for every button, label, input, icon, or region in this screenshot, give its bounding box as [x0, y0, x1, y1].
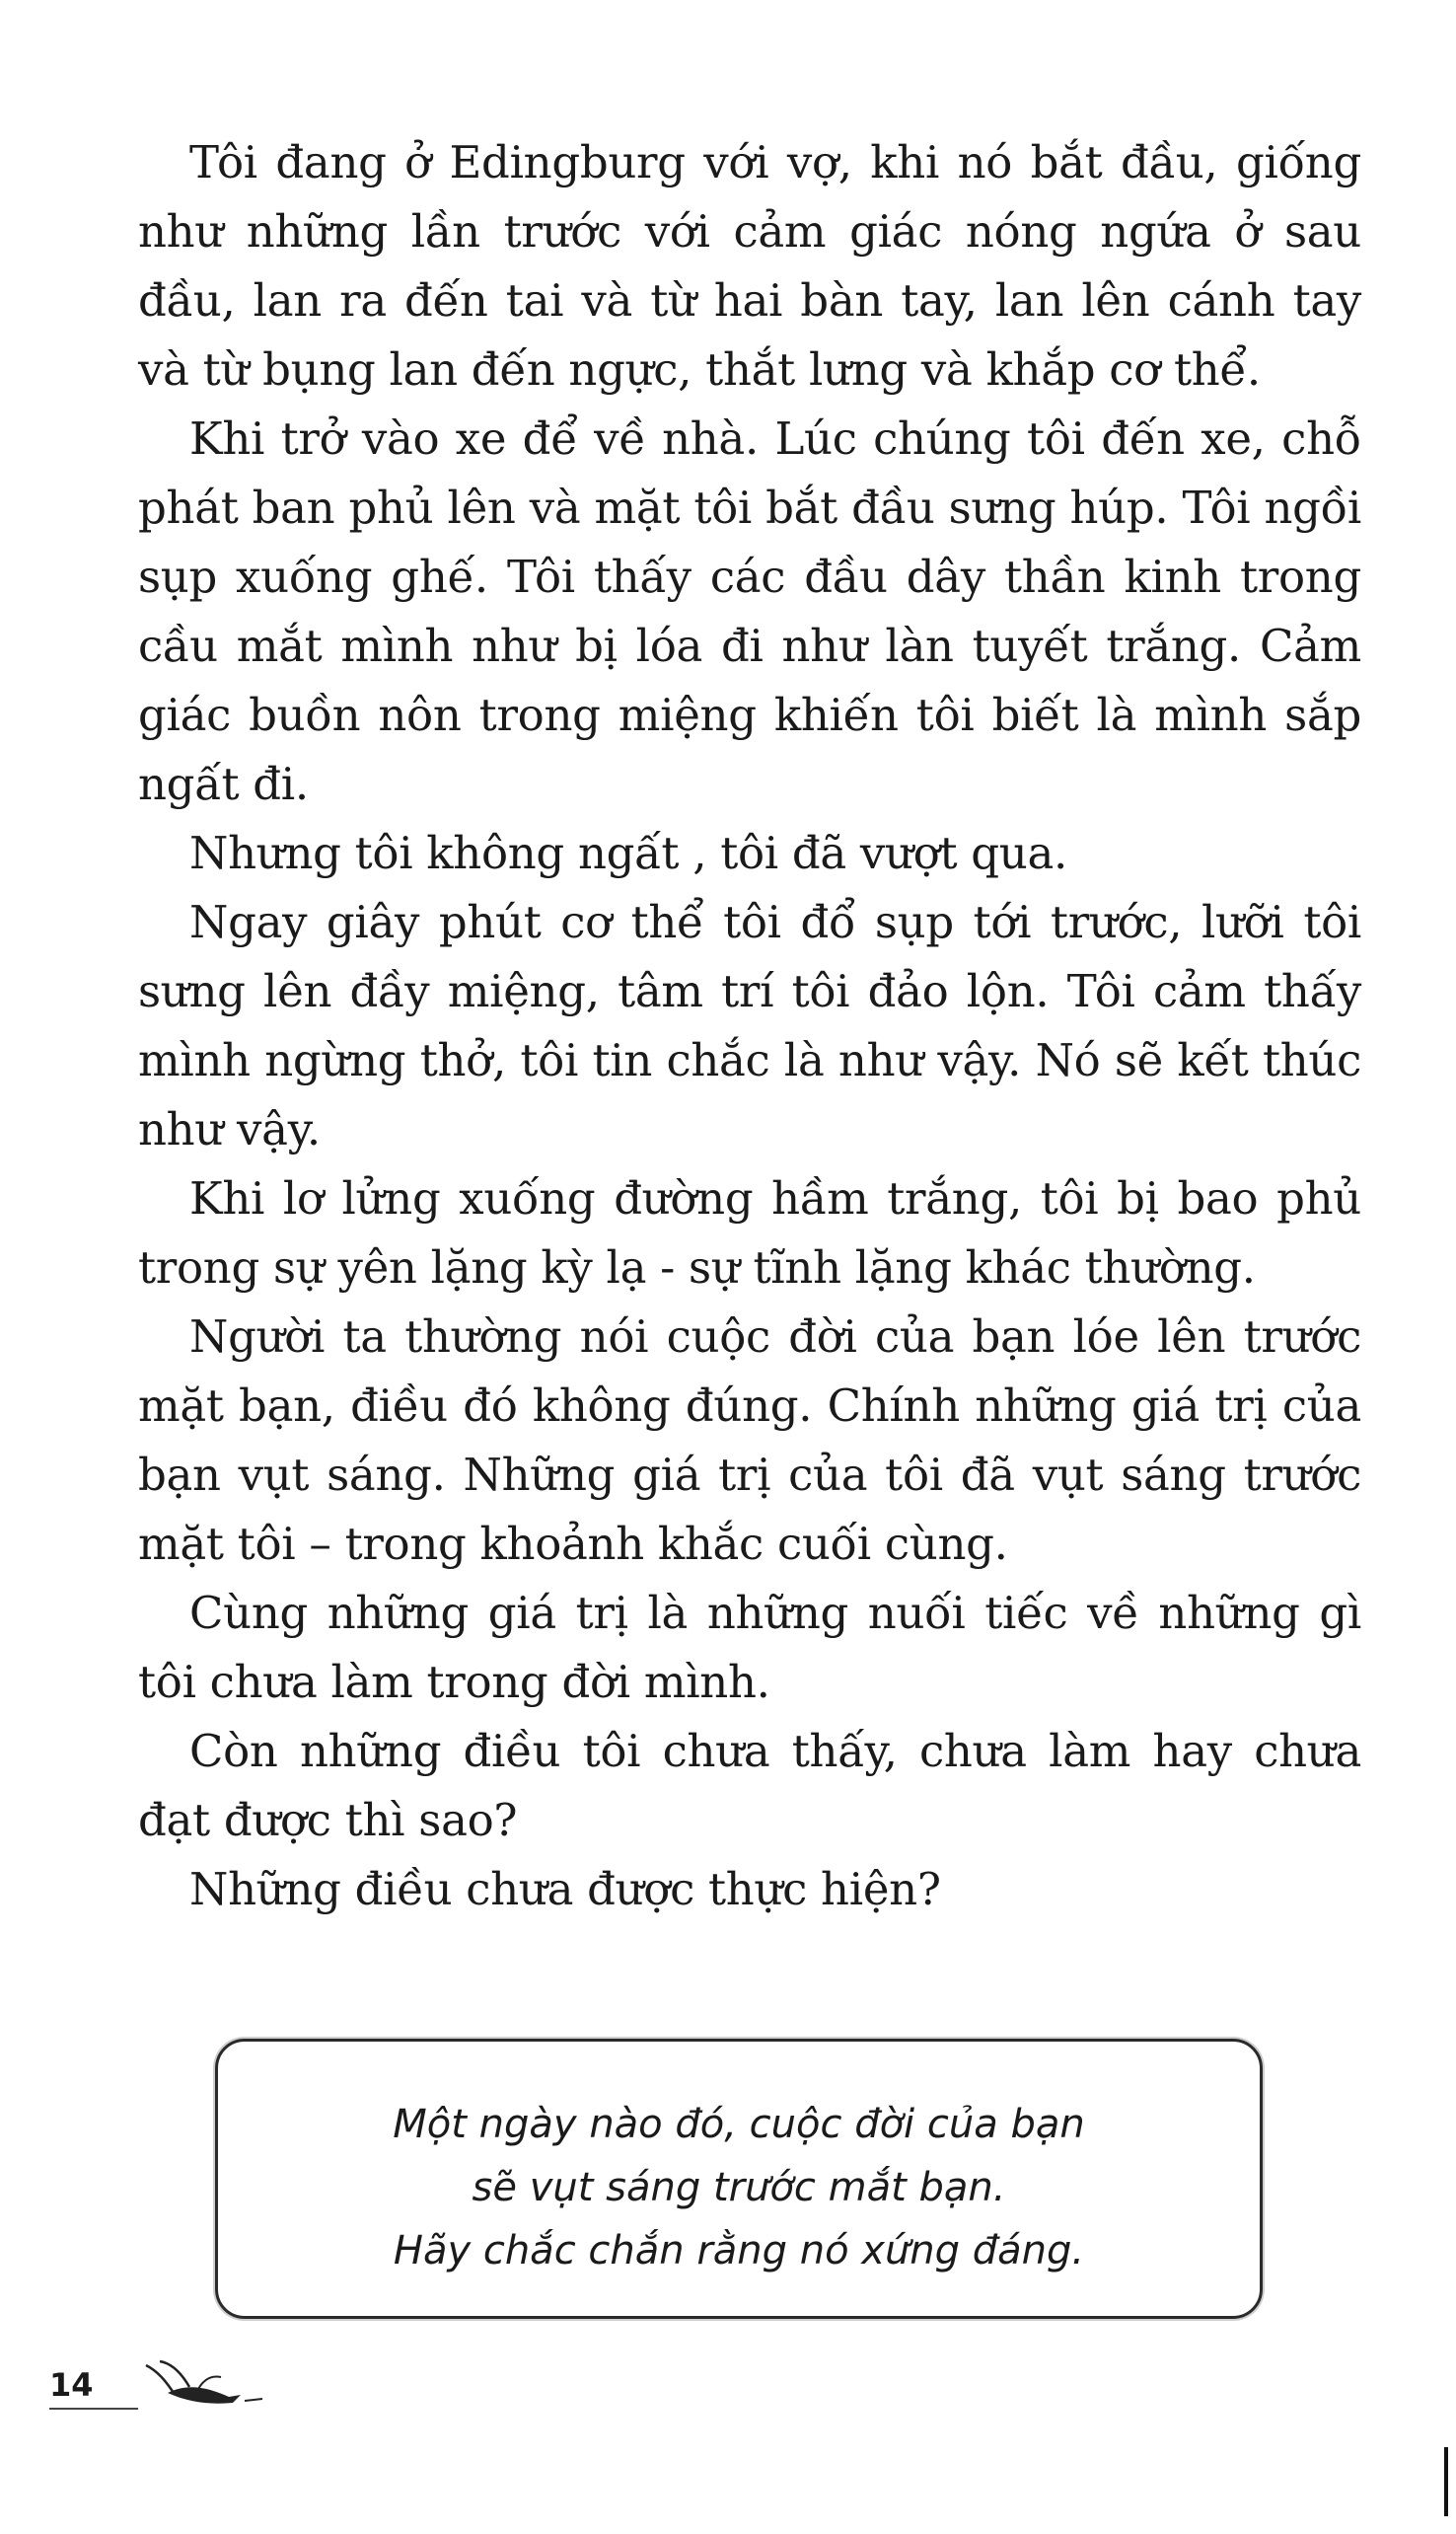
page-number-rule: [49, 2408, 138, 2410]
quote-text: [218, 2093, 1260, 2282]
paragraph: Khi lơ lửng xuống đường hầm trắng, tôi bị bao phủ trong sự yên lặng kỳ lạ - sự tĩnh lặng khác thường.: [138, 1172, 1361, 1294]
flying-bird-icon: [138, 2353, 266, 2413]
paragraph: Những điều chưa được thực hiện?: [189, 1863, 941, 1915]
paragraph: Còn những điều tôi chưa thấy, chưa làm hay chưa đạt được thì sao?: [138, 1725, 1361, 1846]
paragraph: Khi trở vào xe để về nhà. Lúc chúng tôi đến xe, chỗ phát ban phủ lên và mặt tôi bắt đầu sưng húp. Tôi ngồi sụp xuống ghế. Tôi thấy các đầu dây thần kinh trong cầu mắt mình như bị lóa đi như làn tuyết trắng. Cảm giác buồn nôn trong miệng khiến tôi biết là mình sắp ngất đi.: [138, 412, 1361, 810]
quote-line: Một ngày nào đó, cuộc đời của bạn: [393, 2102, 1085, 2147]
paragraph: Ngay giây phút cơ thể tôi đổ sụp tới trước, lưỡi tôi sưng lên đầy miệng, tâm trí tôi đảo lộn. Tôi cảm thấy mình ngừng thở, tôi tin chắc là như vậy. Nó sẽ kết thúc như vậy.: [138, 896, 1361, 1155]
paragraph: Tôi đang ở Edingburg với vợ, khi nó bắt đầu, giống như những lần trước với cảm giác nóng ngứa ở sau đầu, lan ra đến tai và từ hai bàn tay, lan lên cánh tay và từ bụng lan đến ngực, thắt lưng và khắp cơ thể.: [138, 136, 1361, 396]
paragraph: Người ta thường nói cuộc đời của bạn lóe lên trước mặt bạn, điều đó không đúng. Chính những giá trị của bạn vụt sáng. Những giá trị của tôi đã vụt sáng trước mặt tôi – trong khoảnh khắc cuối cùng.: [138, 1310, 1361, 1570]
quote-line: sẽ vụt sáng trước mắt bạn.: [472, 2165, 1006, 2210]
page-number: 14: [49, 2366, 94, 2404]
quote-box: [215, 2039, 1263, 2319]
page-edge-mark: [1444, 2447, 1448, 2516]
body-text: [138, 128, 1361, 1924]
quote-line: Hãy chắc chắn rằng nó xứng đáng.: [393, 2228, 1085, 2273]
paragraph: Nhưng tôi không ngất , tôi đã vượt qua.: [189, 827, 1068, 879]
paragraph: Cùng những giá trị là những nuối tiếc về những gì tôi chưa làm trong đời mình.: [138, 1587, 1361, 1708]
